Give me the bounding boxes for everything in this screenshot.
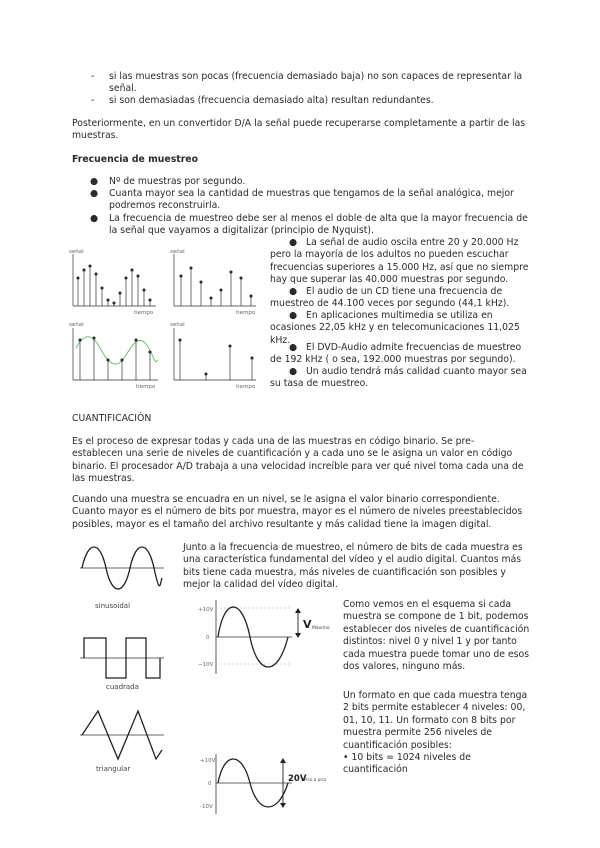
sinusoidal-wave <box>80 547 164 589</box>
square-wave <box>80 638 164 678</box>
v-pp-sub: Pico a pico <box>304 777 327 782</box>
side-bullet <box>270 366 530 391</box>
cuantificacion-para1: Es el proceso de expresar todas y cada una de las muestras en código binario. Se pre-establecen una serie de niveles de cuantificación y a cada uno se le asigna un valor en código binario. El procesador A/D trabaja a una velocidad increíble para ver qué nivel toma cada una de las muestras. <box>72 436 524 485</box>
freq-bullet-text: Cuanta mayor sea la cantidad de muestras que tengamos de la señal analógica, mejor podremos reconstruirla. <box>109 188 514 212</box>
triangular-wave <box>80 711 164 759</box>
axis-label-x: tiempo <box>134 310 154 316</box>
bullet-dot: ● <box>289 342 306 353</box>
dash-marker: - <box>91 71 95 82</box>
plot-sparse-samples <box>170 249 256 316</box>
v-max-sub: Máximo <box>312 626 330 631</box>
bullet-dot: ● <box>289 310 306 321</box>
graph-label-bottom: −10V <box>198 662 214 668</box>
side-bullet <box>270 342 530 367</box>
bullet-dot: ● <box>289 286 306 297</box>
bullet-dot: ● <box>90 188 99 199</box>
graph-label-mid: 0 <box>208 781 212 787</box>
cuantificacion-para4: Como vemos en el esquema si cada muestra se compone de 1 bit, podemos establecer dos niveles de cuantificación distintos: nivel 0 y nivel 1 y por tanto cada muestra puede tomar uno de esos dos valores, ninguno más. <box>343 599 530 673</box>
plot-dense-samples <box>69 249 156 316</box>
axis-label-x: tiempo <box>236 310 256 316</box>
bullet-dot: ● <box>289 366 306 377</box>
axis-label-y: señal <box>170 322 185 328</box>
graph-label-mid: 0 <box>206 635 210 641</box>
graph-label-top: +10V <box>200 758 216 764</box>
caption-triangular: triangular <box>96 765 131 773</box>
plot-very-sparse-samples <box>170 322 256 390</box>
plot-reconstructed-wave <box>69 322 158 390</box>
cuantificacion-heading: CUANTIFICACIÓN <box>72 413 152 424</box>
intro-list-text: si son demasiadas (frecuencia demasiado alta) resultan redundantes. <box>109 95 434 106</box>
v-max-label: V <box>303 618 312 631</box>
cuantificacion-para5 <box>343 690 531 777</box>
freq-heading: Frecuencia de muestreo <box>72 154 198 165</box>
side-bullet-text: ● El DVD-Audio admite frecuencias de muestreo de 192 kHz ( o sea, 192.000 muestras por segundo). <box>270 342 522 366</box>
caption-cuadrada: cuadrada <box>106 683 139 691</box>
axis-label-x: tiempo <box>236 384 256 390</box>
cuantificacion-para3: Junto a la frecuencia de muestreo, el número de bits de cada muestra es una característica fundamental del vídeo y el audio digital. Cuantos más bits tiene cada muestra, más niveles de cuantificación son posibles y mejor la calidad del vídeo digital. <box>183 542 523 591</box>
wave-types-figure <box>76 538 168 778</box>
caption-sinusoidal: sinusoidal <box>95 602 131 610</box>
bullet-dot: ● <box>90 213 99 224</box>
axis-label-y: señal <box>69 249 84 255</box>
graph-vmax <box>192 598 342 678</box>
cuantificacion-para2: Cuando una muestra se encuadra en un nivel, se le asigna el valor binario correspondiente. Cuanto mayor es el número de bits por muestra, mayor es el número de niveles preestablecidos posibles, mayor es el tamaño del archivo resultante y más calidad tiene la imagen digital. <box>72 494 523 530</box>
bullet-dot: ● <box>289 237 306 248</box>
freq-bullet-text: La frecuencia de muestreo debe ser al menos el doble de alta que la mayor frecuencia de la señal que vayamos a digitalizar (principio de Nyquist). <box>109 213 528 237</box>
graph-vpp <box>192 752 342 816</box>
intro-paragraph: Posteriormente, en un convertidor D/A la señal puede recuperarse completamente a partir de las muestras. <box>72 118 526 142</box>
graph-label-bottom: -10V <box>200 804 213 810</box>
side-bullet-text: ● La señal de audio oscila entre 20 y 20.000 Hz pero la mayoría de los adultos no pueden escuchar frecuencias superiores a 15.000 Hz, así que no siempre hay que superar las 40.000 muestras por segundo. <box>270 237 529 286</box>
axis-label-y: señal <box>170 249 185 255</box>
side-bullet <box>270 237 530 287</box>
intro-list-text: si las muestras son pocas (frecuencia demasiado baja) no son capaces de representar la señal. <box>109 71 523 95</box>
graph-label-top: +10V <box>198 607 214 613</box>
side-bullet-text: ● En aplicaciones multimedia se utiliza en ocasiones 22,05 kHz y en telecomunicaciones 11,025 kHz. <box>270 310 520 346</box>
side-bullet-text: ● El audio de un CD tiene una frecuencia de muestreo de 44.100 veces por segundo (44,1 kHz). <box>270 286 510 310</box>
bullet-dot: ● <box>90 176 99 187</box>
side-bullet <box>270 286 530 311</box>
para5-line: • 10 bits = 1024 niveles de cuantificación <box>343 752 471 776</box>
para5-line: Un formato en que cada muestra tenga 2 bits permite establecer 4 niveles: 00, 01, 10, 11. Un formato con 8 bits por muestra permite 256 niveles de cuantificación posibles: <box>343 690 528 751</box>
sampling-figure <box>66 248 266 390</box>
freq-bullet-text: Nº de muestras por segundo. <box>109 176 246 187</box>
v-pp-label: 20V <box>288 774 307 784</box>
axis-label-x: tiempo <box>136 384 156 390</box>
axis-label-y: señal <box>69 322 84 328</box>
dash-marker: - <box>91 95 95 106</box>
side-bullet-text: ● Un audio tendrá más calidad cuanto mayor sea su tasa de muestreo. <box>270 366 527 390</box>
